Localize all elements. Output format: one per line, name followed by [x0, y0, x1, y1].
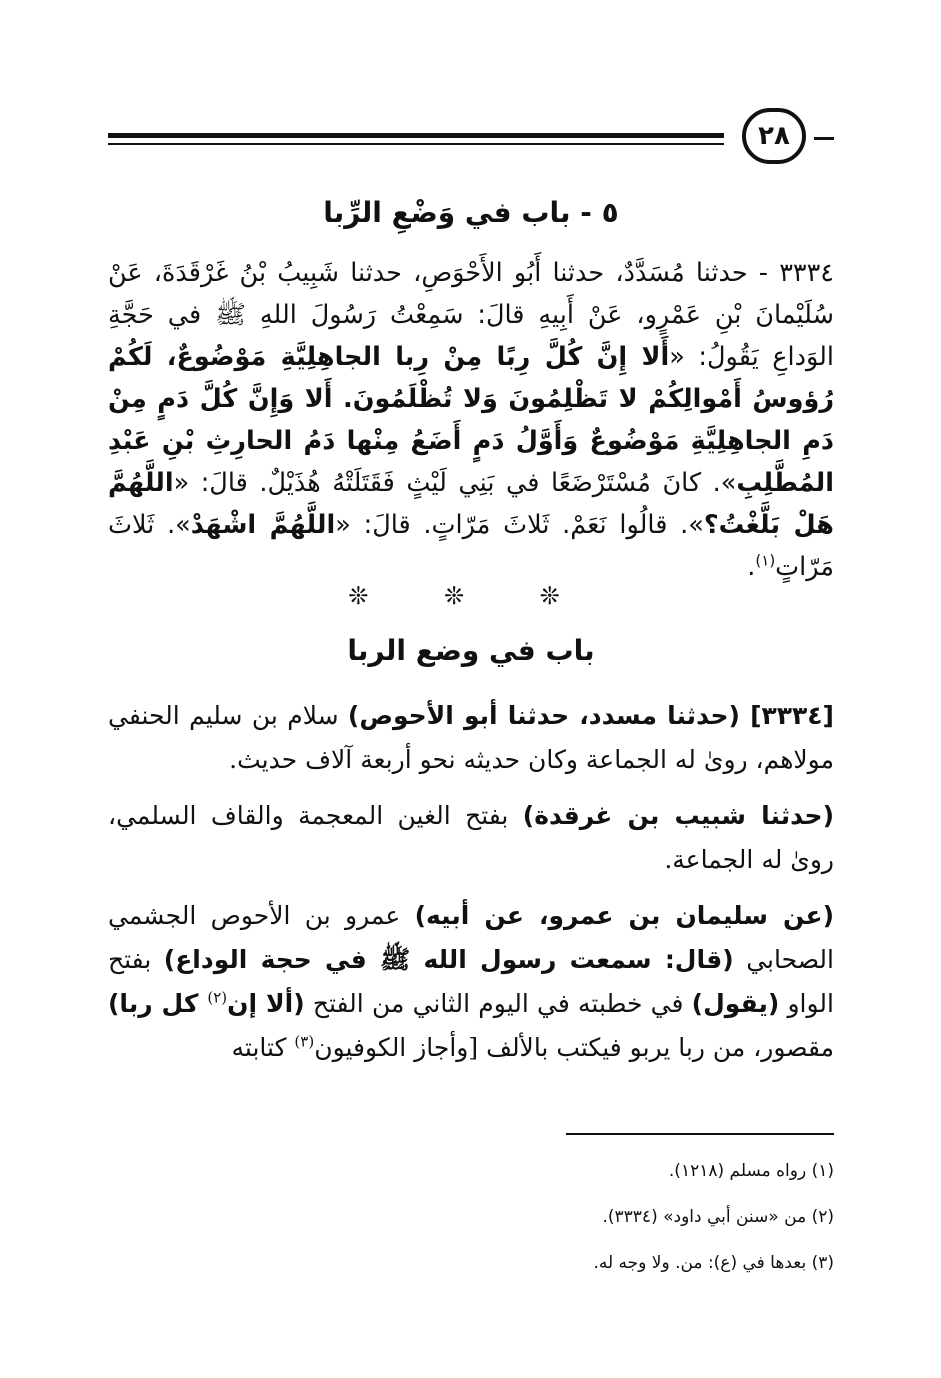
- header-rule-thick: [108, 133, 724, 138]
- hadith-isnad: ٣٣٣٤ - حدثنا مُسَدَّدٌ، حدثنا أَبُو الأَحْوَصِ، حدثنا شَبِيبُ بْنُ غَرْقَدَةَ، عَنْ سُلَيْمانَ بْنِ عَمْرٍو، عَنْ أَبِيهِ قالَ: سَمِعْتُ رَسُولَ اللهِ ﷺ في حَجَّةِ الوَداعِ يَقُولُ: «: [108, 258, 834, 372]
- commentary-body: كتابته: [231, 1033, 295, 1062]
- commentary-body: في خطبته في اليوم الثاني من الفتح: [304, 989, 692, 1018]
- footnote-1: (١) رواه مسلم (١٢١٨).: [668, 1161, 834, 1181]
- footnote-separator: [566, 1133, 834, 1135]
- commentary-body: عمرو بن الأحوص الجشمي الصحابي: [108, 901, 834, 974]
- hadith-text: [108, 252, 834, 588]
- commentary-title: باب في وضع الربا: [347, 634, 595, 667]
- hadith-narration: ». كانَ مُسْتَرْضَعًا في بَنِي لَيْثٍ فَقَتَلَتْهُ هُذَيْلٌ. قالَ: «: [173, 468, 737, 498]
- hadith-quote-2: اللَّهُمَّ اشْهَدْ: [190, 510, 336, 540]
- commentary-lemma: (يقول): [691, 989, 780, 1018]
- page-header: [108, 108, 834, 168]
- hadith-narration-2: ». قالُوا نَعَمْ. ثَلاثَ مَرّاتٍ. قالَ: «: [335, 510, 704, 540]
- footnote-3: (٣) بعدها في (ع): من. ولا وجه له.: [593, 1253, 834, 1273]
- section-separator: ❊ ❊ ❊: [348, 582, 594, 610]
- commentary-lemma: كل ربا): [108, 989, 208, 1018]
- commentary-lemma: (عن سليمان بن عمرو، عن أبيه): [414, 901, 835, 930]
- commentary-lemma: [٣٣٣٤] (حدثنا مسدد، حدثنا أبو الأحوص): [347, 701, 834, 730]
- footnote-ref-1: (١): [755, 551, 776, 570]
- commentary-text: [108, 694, 834, 1082]
- footnote-ref-3: (٣): [294, 1032, 315, 1051]
- commentary-paragraph: [108, 794, 834, 882]
- commentary-body: بفتح الواو: [108, 945, 834, 1018]
- commentary-body: بفتح الغين المعجمة والقاف السلمي، روىٰ له الجماعة.: [108, 801, 834, 874]
- hadith-period: .: [747, 552, 756, 582]
- header-rule-tail: [814, 137, 834, 140]
- chapter-title: ٥ - باب في وَضْعِ الرِّبا: [323, 196, 619, 229]
- hadith-ending: ». ثَلاثَ مَرّاتٍ: [108, 510, 834, 582]
- page-number: ٢٨: [758, 121, 790, 151]
- footnote-2: (٢) من «سنن أبي داود» (٣٣٣٤).: [602, 1207, 834, 1227]
- commentary-body: مقصور، من ربا يربو فيكتب بالألف [وأجاز الكوفيون: [314, 1033, 834, 1062]
- footnotes: [108, 1148, 834, 1286]
- footnote-ref-2: (٢): [207, 988, 228, 1007]
- commentary-body: سلام بن سليم الحنفي مولاهم، روىٰ له الجماعة وكان حديثه نحو أربعة آلاف حديث.: [108, 701, 834, 774]
- header-rule-thin: [108, 143, 724, 145]
- hadith-matn-bold: أَلا إِنَّ كُلَّ رِبًا مِنْ رِبا الجاهِلِيَّةِ مَوْضُوعٌ، لَكُمْ رُؤوسُ أَمْوالِكُمْ لا تَظْلِمُونَ وَلا تُظْلَمُونَ. أَلا وَإِنَّ كُلَّ دَمٍ مِنْ دَمِ الجاهِلِيَّةِ مَوْضُوعٌ وَأَوَّلُ دَمٍ أَضَعُ مِنْها دَمُ الحارِثِ بْنِ عَبْدِ المُطَّلِبِ: [108, 342, 834, 498]
- commentary-paragraph: [108, 894, 834, 1070]
- commentary-lemma: (ألا إن: [227, 989, 305, 1018]
- hadith-quote-1: اللَّهُمَّ هَلْ بَلَّغْتُ؟: [108, 468, 834, 540]
- commentary-paragraph: [108, 694, 834, 782]
- commentary-lemma: (حدثنا شبيب بن غرقدة): [522, 801, 834, 830]
- commentary-lemma: (قال: سمعت رسول الله ﷺ في حجة الوداع): [163, 945, 734, 974]
- page-number-badge: [742, 108, 806, 164]
